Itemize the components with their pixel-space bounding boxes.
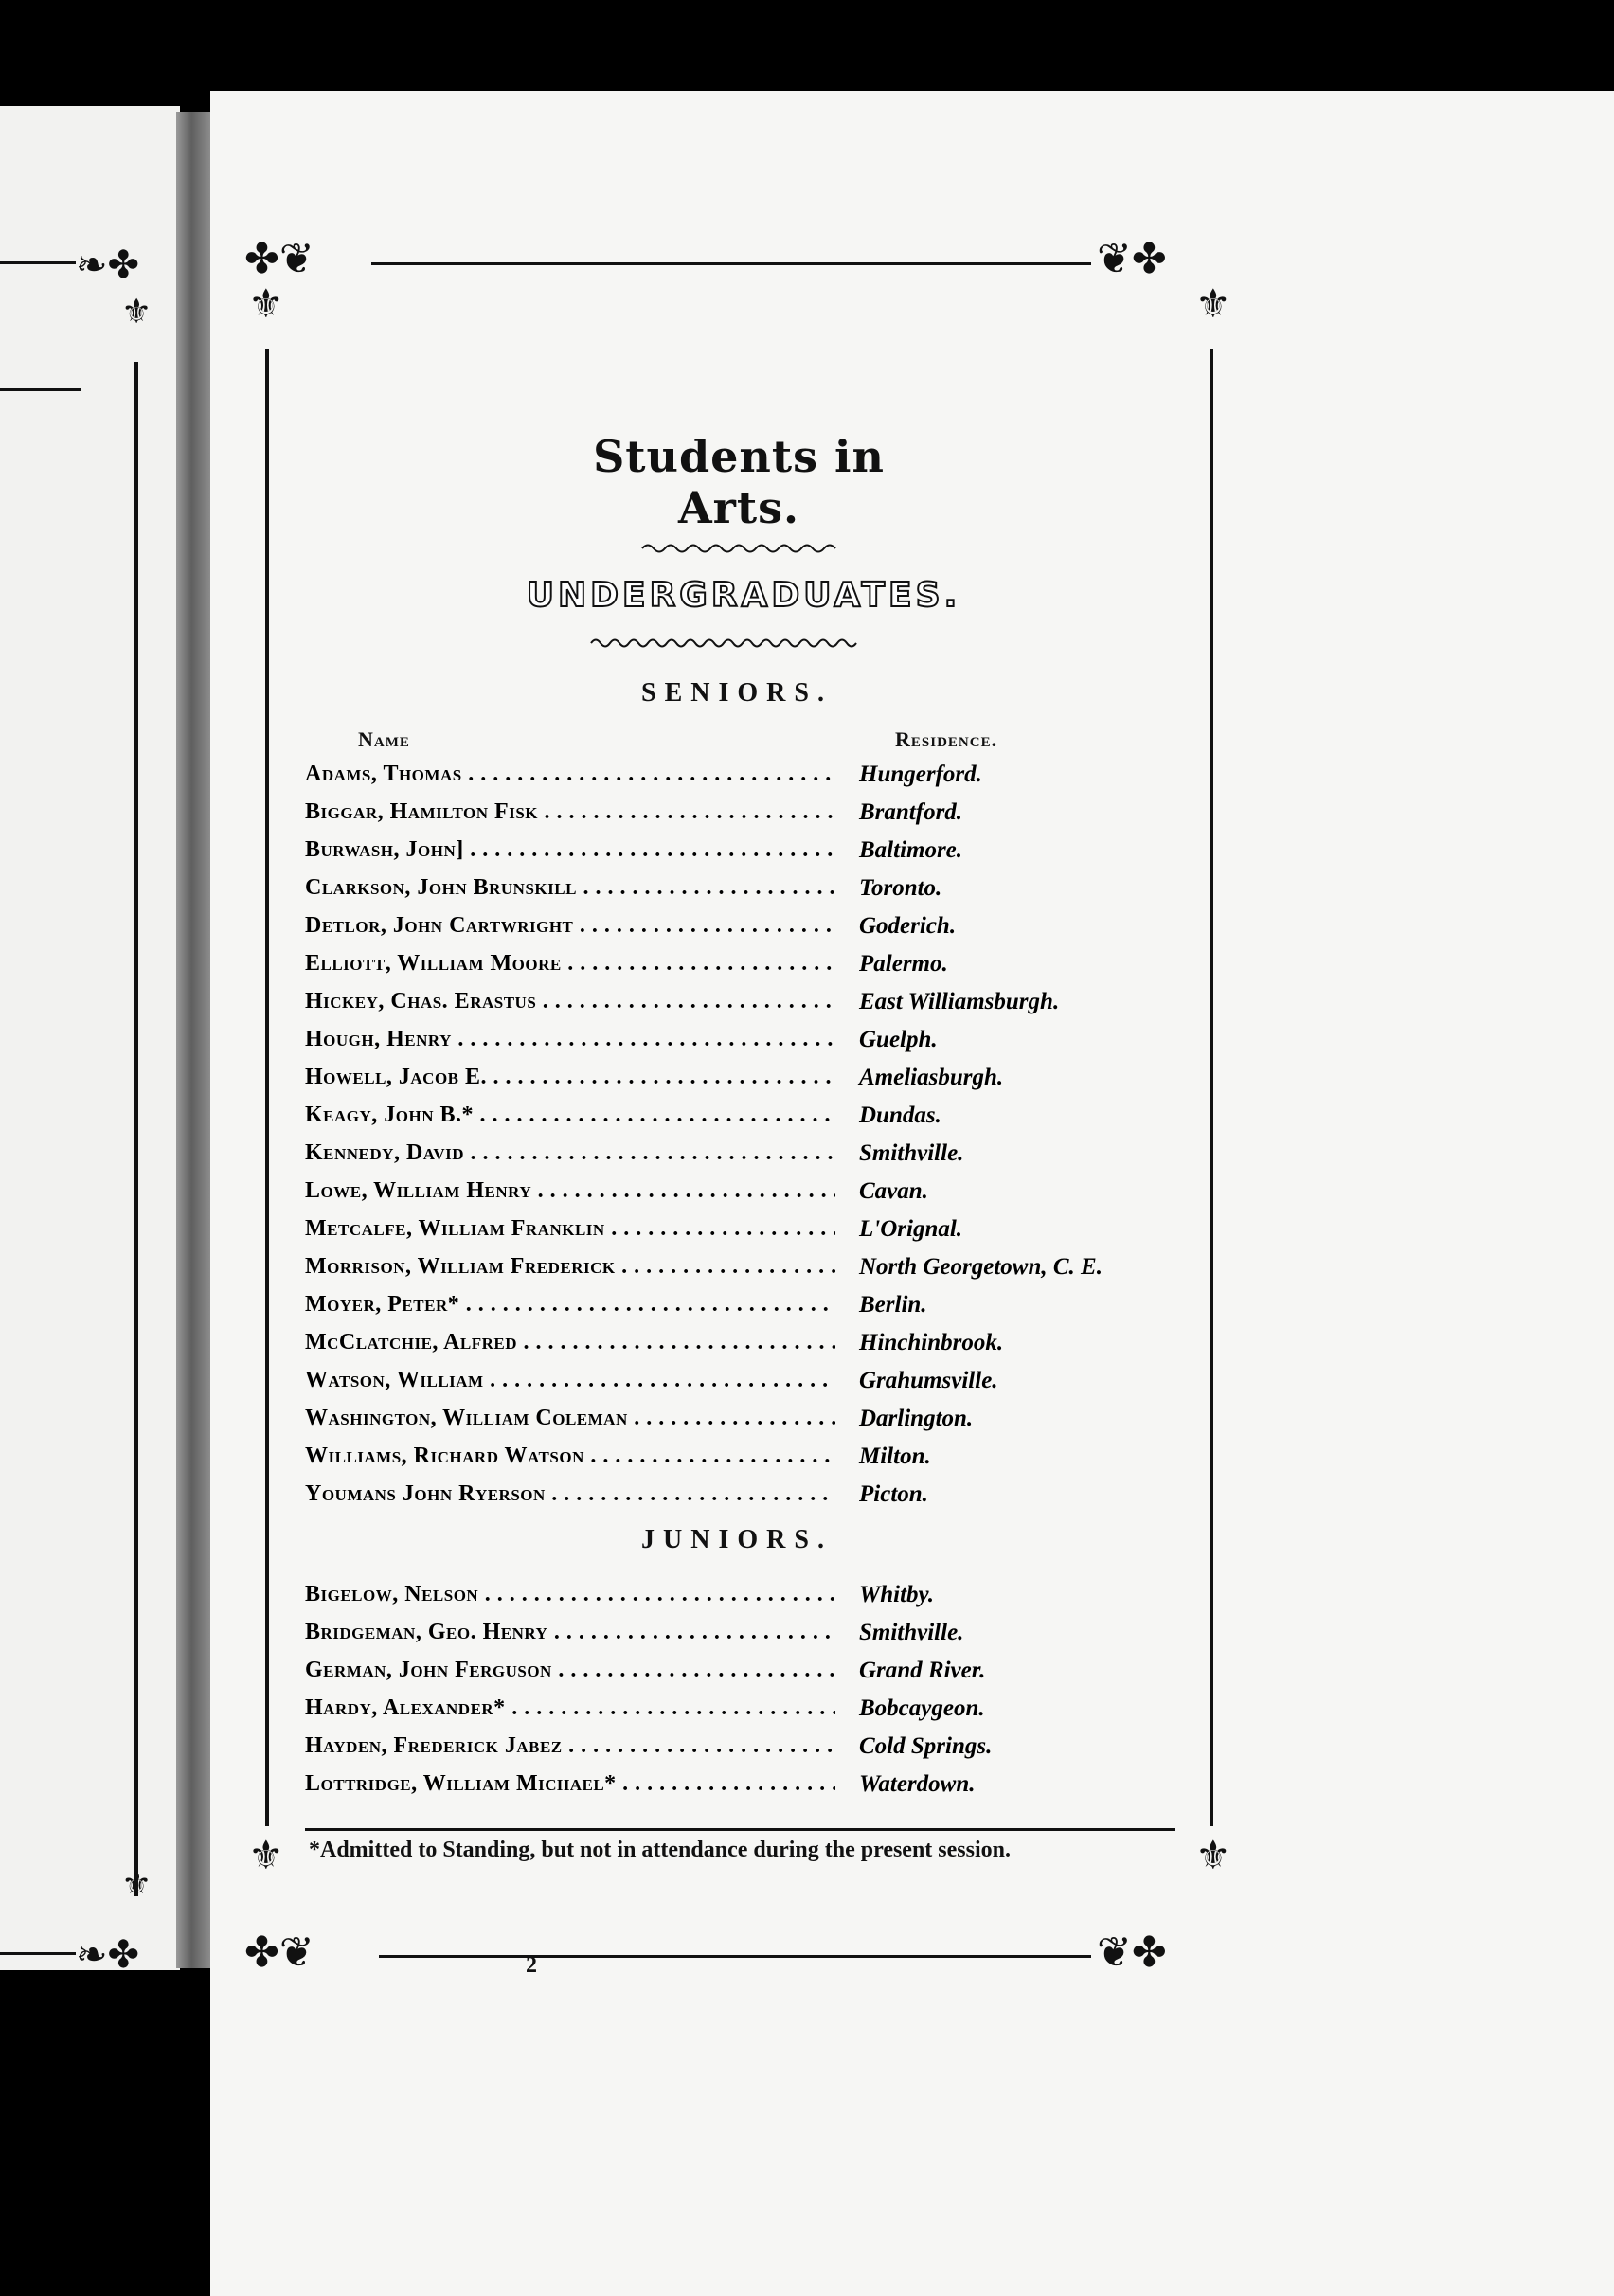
student-name: Howell, Jacob E. . . . [305,1065,835,1090]
left-corner-ornament-icon: ❧✤ [76,243,140,287]
table-row [305,1444,1195,1481]
left-page-edge [0,106,180,1977]
left-frame-vertical-rule [134,362,138,1896]
student-residence: Cold Springs. [859,1733,993,1759]
table-row [305,1254,1195,1292]
student-residence: Ameliasburgh. [859,1065,1004,1090]
table-row [305,1406,1195,1444]
student-name: German, John Ferguson . . . [305,1658,835,1683]
table-row [305,1368,1195,1406]
page-number: 2 [526,1953,537,1978]
table-row [305,1330,1195,1368]
table-row [305,1733,1195,1771]
seniors-heading: SENIORS. [641,678,833,708]
student-residence: Darlington. [859,1406,974,1431]
student-name: Washington, William Coleman . . . [305,1406,835,1431]
footnote: *Admitted to Standing, but not in attendance during the present session. [309,1838,1011,1862]
vertical-ornament-icon: ⚜ [1195,280,1231,327]
juniors-heading: JUNIORS. [641,1525,833,1554]
student-residence: East Williamsburgh. [859,989,1060,1014]
student-name: Moyer, Peter* . . . [305,1292,835,1318]
student-name: Kennedy, David . . . [305,1140,835,1166]
left-frame-rule [0,388,81,391]
corner-ornament-bottom-left-icon: ✤❦ [244,1928,314,1977]
student-residence: L'Orignal. [859,1216,963,1242]
frame-right-rule [1210,349,1213,1826]
frame-left-rule [265,349,269,1826]
student-residence: Brantford. [859,799,963,825]
student-name: Hayden, Frederick Jabez . . . [305,1733,835,1759]
table-row [305,1658,1195,1695]
student-name: Lottridge, William Michael* . . . [305,1771,835,1797]
student-residence: Smithville. [859,1620,964,1645]
student-name: Clarkson, John Brunskill . . . [305,875,835,901]
student-name: Adams, Thomas . . . [305,762,835,787]
student-name: Bridgeman, Geo. Henry . . . [305,1620,835,1645]
title-flourish [640,542,839,555]
corner-ornament-top-right-icon: ❦✤ [1097,235,1167,283]
corner-ornament-bottom-right-icon: ❦✤ [1097,1928,1167,1977]
left-corner-ornament-icon: ❧✤ [76,1933,140,1977]
student-residence: Guelph. [859,1027,938,1052]
student-residence: North Georgetown, C. E. [859,1254,1103,1280]
student-residence: Smithville. [859,1140,964,1166]
table-row [305,1103,1195,1140]
footnote-rule [305,1828,1175,1831]
table-row [305,799,1195,837]
student-name: Lowe, William Henry . . . [305,1178,835,1204]
frame-bottom-rule [379,1955,1091,1958]
table-row [305,913,1195,951]
student-residence: Grahumsville. [859,1368,998,1393]
student-name: Biggar, Hamilton Fisk . . . [305,799,835,825]
student-name: Youmans John Ryerson . . . [305,1481,835,1507]
student-name: McClatchie, Alfred . . . [305,1330,835,1355]
table-row [305,762,1195,799]
student-residence: Grand River. [859,1658,986,1683]
student-residence: Palermo. [859,951,948,977]
table-row [305,1771,1195,1809]
student-name: Elliott, William Moore . . . [305,951,835,977]
student-residence: Dundas. [859,1103,942,1128]
vertical-ornament-icon: ⚜ [1195,1832,1231,1878]
table-row [305,951,1195,989]
table-row [305,989,1195,1027]
student-residence: Baltimore. [859,837,963,863]
left-vertical-ornament-icon: ⚜ [121,293,152,332]
section-title: UNDERGRADUATES. [526,576,961,615]
student-residence: Waterdown. [859,1771,976,1797]
table-row [305,875,1195,913]
table-row [305,1178,1195,1216]
student-residence: Toronto. [859,875,942,901]
student-name: Hickey, Chas. Erastus . . . [305,989,835,1014]
table-row [305,1620,1195,1658]
student-name: Bigelow, Nelson . . . [305,1582,835,1607]
book-gutter [176,112,210,1968]
subtitle-flourish [589,637,864,650]
table-row [305,1027,1195,1065]
table-row [305,1065,1195,1103]
student-residence: Whitby. [859,1582,934,1607]
table-row [305,1582,1195,1620]
table-row [305,1695,1195,1733]
table-row [305,837,1195,875]
student-name: Burwash, John] . . . [305,837,835,863]
residence-column-header: Residence. [895,727,998,751]
student-name: Watson, William . . . [305,1368,835,1393]
student-residence: Hinchinbrook. [859,1330,1004,1355]
frame-top-rule [371,262,1091,265]
student-name: Detlor, John Cartwright . . . [305,913,835,939]
table-row [305,1481,1195,1519]
student-name: Keagy, John B.* . . . [305,1103,835,1128]
student-residence: Milton. [859,1444,931,1469]
corner-ornament-top-left-icon: ✤❦ [244,235,314,283]
student-residence: Goderich. [859,913,957,939]
table-row [305,1140,1195,1178]
student-name: Morrison, William Frederick . . . [305,1254,835,1280]
vertical-ornament-icon: ⚜ [248,1832,284,1878]
table-row [305,1292,1195,1330]
vertical-ornament-icon: ⚜ [248,280,284,327]
page-title: Students in Arts. [593,431,885,533]
student-name: Metcalfe, William Franklin . . . [305,1216,835,1242]
student-residence: Berlin. [859,1292,927,1318]
table-row [305,1216,1195,1254]
student-residence: Hungerford. [859,762,982,787]
name-column-header: Name [358,727,410,751]
student-residence: Picton. [859,1481,928,1507]
student-name: Hardy, Alexander* . . . [305,1695,835,1721]
student-name: Williams, Richard Watson . . . [305,1444,835,1469]
left-vertical-ornament-icon: ⚜ [121,1865,152,1904]
student-residence: Bobcaygeon. [859,1695,985,1721]
left-frame-top-rule [0,261,76,264]
student-name: Hough, Henry . . . [305,1027,835,1052]
left-frame-bottom-rule [0,1952,76,1955]
student-residence: Cavan. [859,1178,928,1204]
